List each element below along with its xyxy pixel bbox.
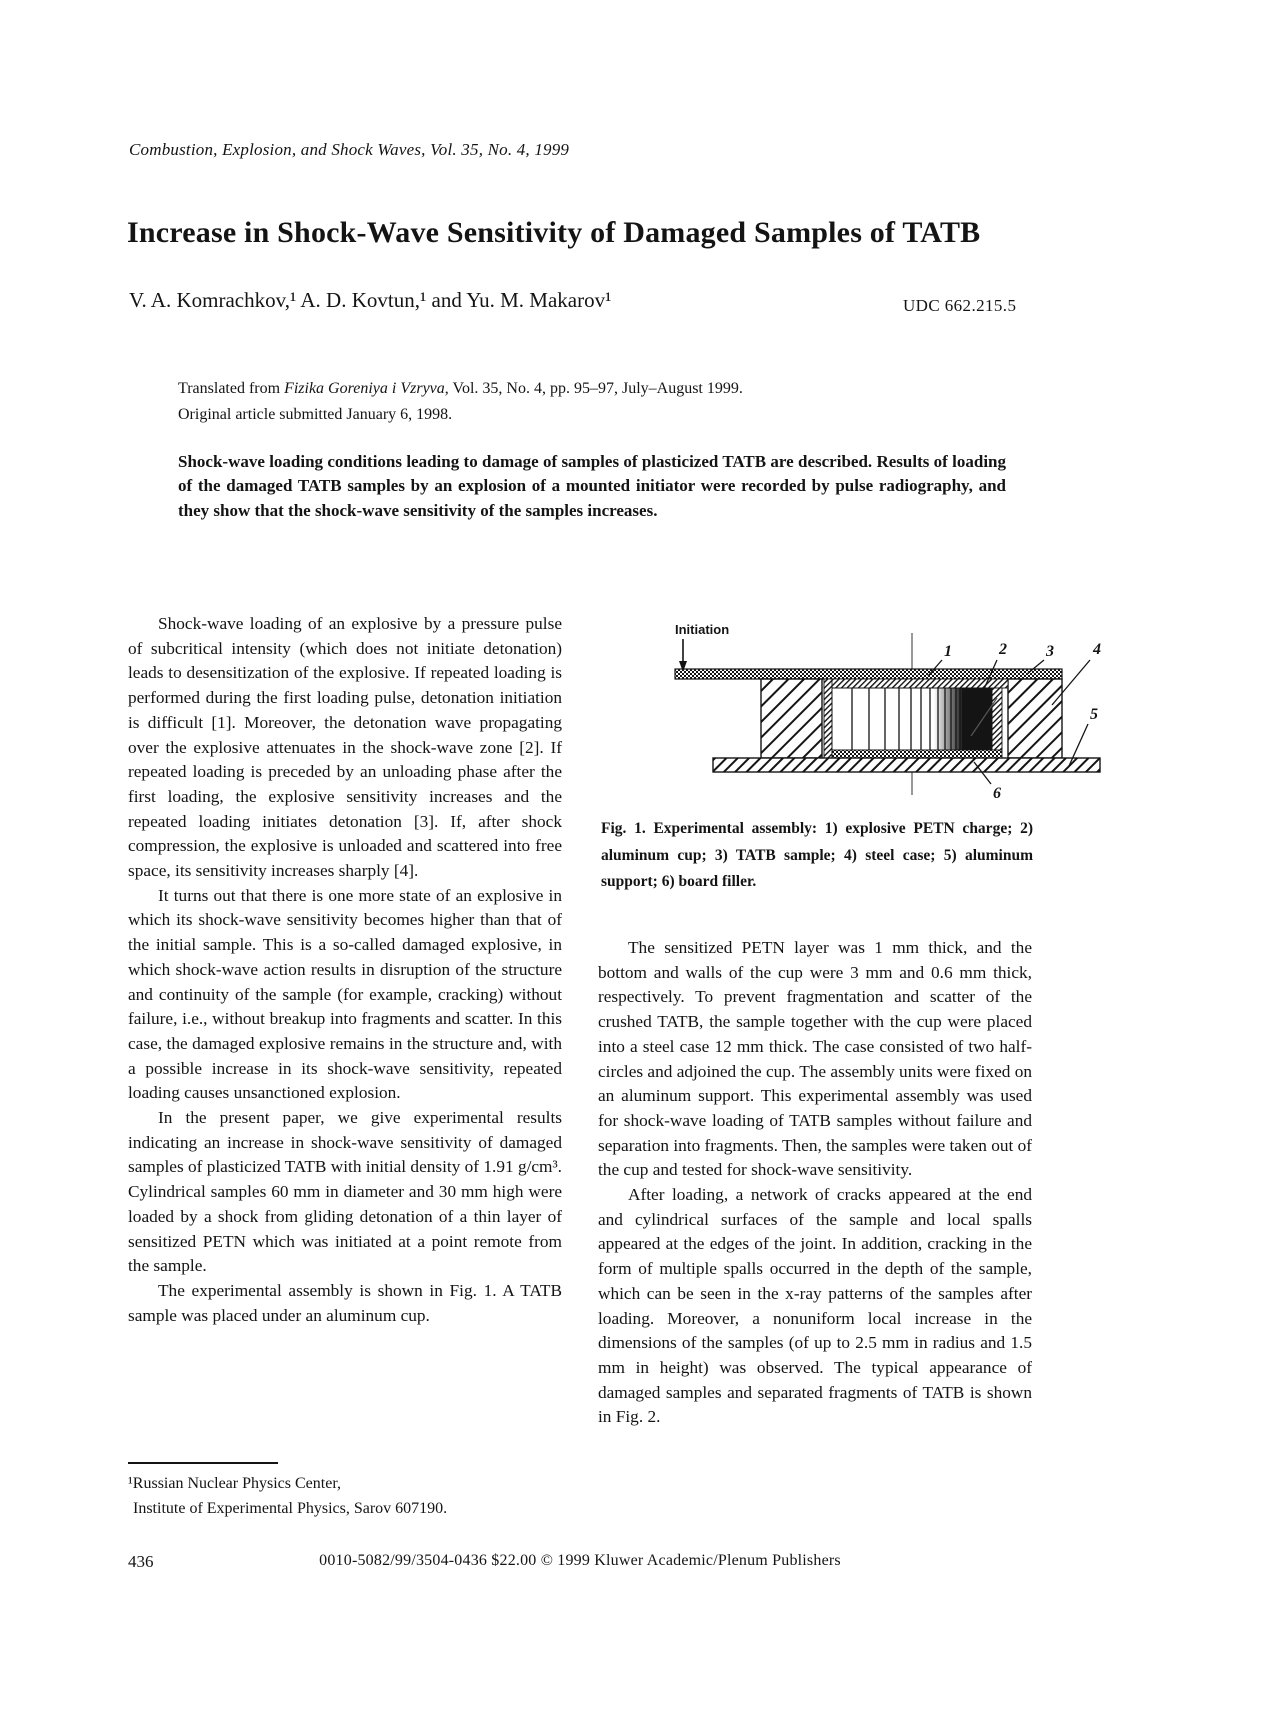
figure-callout-2: 2 (999, 641, 1007, 658)
figure-callout-4: 4 (1093, 641, 1101, 658)
steel-case-left (761, 679, 822, 758)
udc-code: UDC 662.215.5 (903, 296, 1017, 315)
footnote-rule (128, 1462, 278, 1464)
aluminum-cup-right-wall (992, 688, 1002, 750)
translation-line (178, 376, 938, 402)
submission-line: Original article submitted January 6, 1998. (178, 405, 453, 423)
page-number: 436 (128, 1552, 154, 1571)
translation-note (178, 376, 938, 427)
petn-charge-strip (675, 669, 1062, 679)
body-paragraph: After loading, a network of cracks appeared at the end and cylindrical surfaces of the sample and local spalls appeared at the edges of the joint. In addition, cracking in the form of multiple spalls occurred in the depth of the sample, which can be seen in the x-ray patterns of the samples after loading. Moreover, a nonuniform local increase in the dimensions of the samples (of up to 2.5 mm in radius and 1.5 mm in height) was observed. The typical appearance of damaged samples and separated fragments of TATB is shown in Fig. 2. (598, 1185, 1032, 1427)
sample-dark-zone (962, 688, 992, 750)
translation-suffix: , Vol. 35, No. 4, pp. 95–97, July–August 1999. (444, 380, 743, 397)
translation-prefix: Translated from (178, 380, 285, 397)
initiation-label: Initiation (675, 622, 730, 637)
footnote (128, 1472, 568, 1521)
aluminum-cup-top (824, 679, 1008, 688)
steel-case-right (1008, 679, 1062, 758)
body-paragraph: In the present paper, we give experimental results indicating an increase in shock-wave sensitivity of damaged samples of plasticized TATB with initial density of 1.91 g/cm³. Cylindrical samples 60 mm in diameter and 30 mm high were loaded by a shock from gliding detonation of a thin layer of sensitized PETN which was initiated at a point remote from the sample. (128, 1108, 563, 1276)
abstract-text: Shock-wave loading conditions leading to damage of samples of plasticized TATB are described. Results of loading of the damaged TATB samples by an explosion of a mounted initiator were recorded by pulse radiography, and they show that the shock-wave sensitivity of the samples increases. (178, 452, 1006, 520)
footnote-line-1: ¹Russian Nuclear Physics Center, (128, 1475, 342, 1492)
article-title: Increase in Shock-Wave Sensitivity of Damaged Samples of TATB (127, 216, 981, 249)
body-paragraph: It turns out that there is one more state of an explosive in which its shock-wave sensitivity becomes higher than that of the initial sample. This is a so-called damaged explosive, in which shock-wave action results in disruption of the structure and continuity of the sample (for example, cracking) without failure, i.e., without breakup into fragments and scatter. In this case, the damaged explosive remains in the structure and, with a possible increase in its shock-wave sensitivity, repeated loading causes unsanctioned explosion. (128, 885, 562, 1103)
figure-callout-6: 6 (993, 785, 1001, 802)
board-filler-strip (832, 750, 1002, 758)
figure-caption-text: Experimental assembly: 1) explosive PETN charge; 2) aluminum cup; 3) TATB sample; 4) steel case; 5) aluminum support; 6) board filler. (601, 820, 1033, 890)
figure-caption-label: Fig. 1. (601, 820, 646, 837)
right-column (598, 936, 1032, 1430)
body-paragraph: Shock-wave loading of an explosive by a pressure pulse of subcritical intensity (which does not initiate detonation) leads to desensitization of the explosive. If repeated loading is performed during the first loading pulse, detonation initiation is difficult [1]. Moreover, the detonation wave propagating over the explosive attenuates in the shock-wave zone [2]. If repeated loading is preceded by an unloading phase after the first loading, the explosive sensitivity increases and the repeated loading initiates detonation [3]. If, after shock compression, the explosive is unloaded and scattered into free space, its sensitivity increases sharply [4]. (128, 614, 562, 881)
body-paragraph: The sensitized PETN layer was 1 mm thick, and the bottom and walls of the cup were 3 mm and 0.6 mm thick, respectively. To prevent fragmentation and scatter of the crushed TATB, the sample together with the cup were placed into a steel case 12 mm thick. The case consisted of two half-circles and adjoined the cup. The assembly units were fixed on an aluminum support. This experimental assembly was used for shock-wave loading of TATB samples without failure and separation into fragments. Then, the samples were taken out of the cup and tested for shock-wave sensitivity. (598, 938, 1032, 1180)
figure-1 (600, 555, 1115, 815)
journal-running-head: Combustion, Explosion, and Shock Waves, Vol. 35, No. 4, 1999 (129, 140, 570, 159)
left-column (128, 612, 562, 1328)
authors-line: V. A. Komrachkov,¹ A. D. Kovtun,¹ and Yu. M. Makarov¹ (129, 288, 612, 312)
sample-density-gradient (934, 688, 964, 750)
figure-callout-5: 5 (1090, 706, 1098, 723)
figure-callout-1: 1 (944, 643, 952, 660)
copyright-line: 0010-5082/99/3504-0436 $22.00 © 1999 Kluwer Academic/Plenum Publishers (319, 1552, 841, 1569)
figure-caption (601, 816, 1033, 896)
figure-callout-3: 3 (1046, 643, 1054, 660)
body-paragraph: The experimental assembly is shown in Fig. 1. A TATB sample was placed under an aluminum cup. (128, 1280, 562, 1325)
aluminum-support-plate (713, 758, 1100, 772)
translation-source-title: Fizika Goreniya i Vzryva (284, 380, 445, 397)
aluminum-cup-left-wall (824, 679, 832, 758)
footnote-line-2: Institute of Experimental Physics, Sarov 607190. (133, 1499, 448, 1517)
experimental-assembly-diagram (600, 555, 1115, 815)
